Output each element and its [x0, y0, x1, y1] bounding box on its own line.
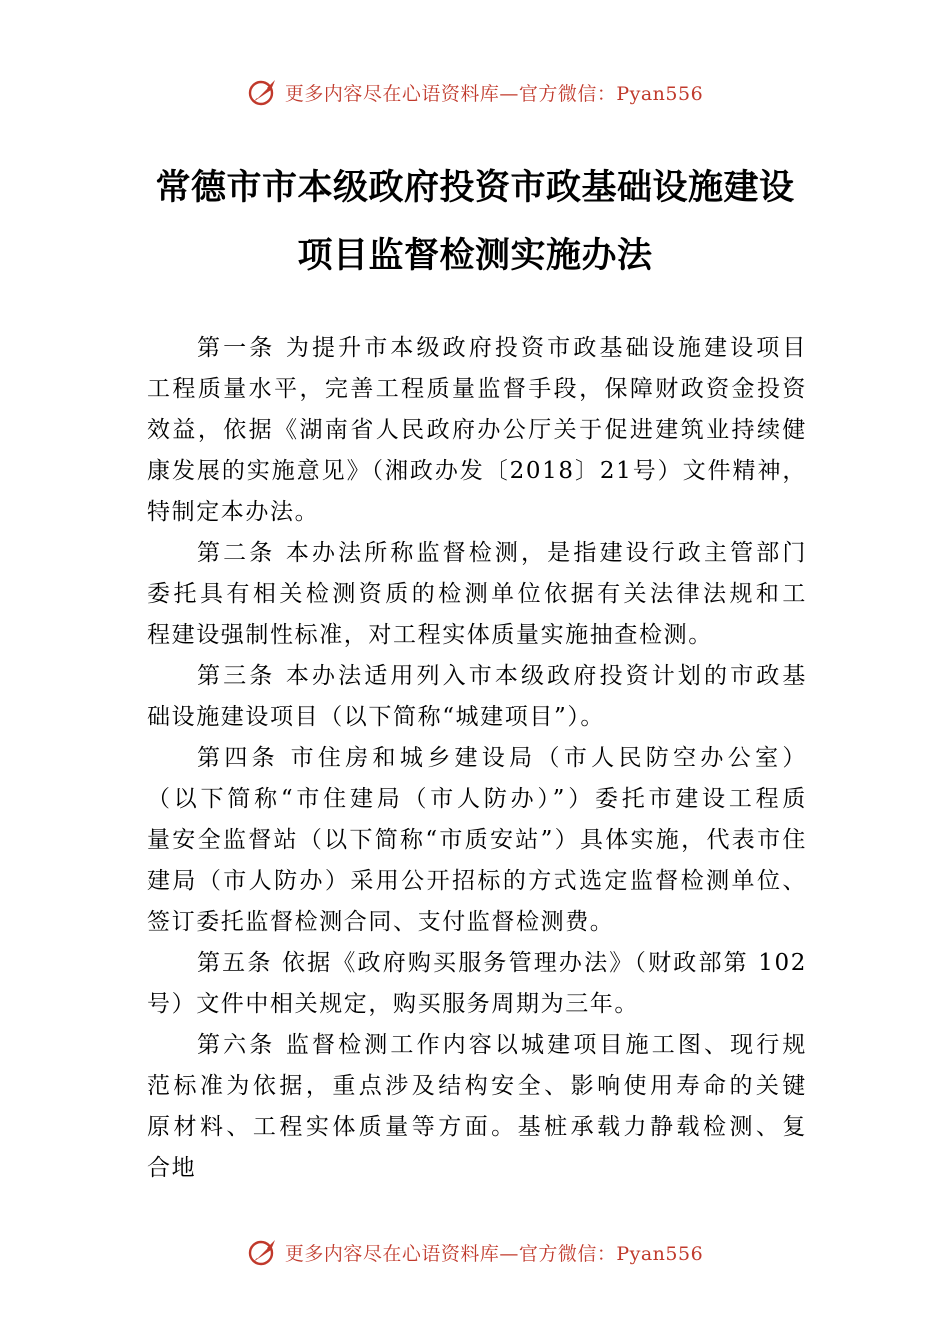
body-line: 特制定本办法。 [147, 499, 320, 525]
watermark-text: 更多内容尽在心语资料库—官方微信：Pyan556 [284, 82, 704, 105]
body-line: 效益，依据《湖南省人民政府办公厅关于促进建筑业持续健 [147, 417, 807, 443]
body-line: 委托具有相关检测资质的检测单位依据有关法律法规和工 [147, 581, 807, 607]
watermark-text: 更多内容尽在心语资料库—官方微信：Pyan556 [284, 1242, 704, 1265]
watermark-header [0, 72, 950, 112]
body-line: 程建设强制性标准，对工程实体质量实施抽查检测。 [147, 622, 713, 648]
body-line: 础设施建设项目（以下简称“城建项目”）。 [147, 704, 606, 730]
body-line: 第六条 监督检测工作内容以城建项目施工图、现行规 [197, 1032, 807, 1058]
body-line: （以下简称“市住建局（市人防办）”）委托市建设工程质 [147, 786, 807, 812]
body-line: 第三条 本办法适用列入市本级政府投资计划的市政基 [197, 663, 807, 689]
body-line: 签订委托监督检测合同、支付监督检测费。 [147, 909, 615, 935]
body-line: 第一条 为提升市本级政府投资市政基础设施建设项目 [197, 335, 807, 361]
body-line: 第四条 市住房和城乡建设局（市人民防空办公室） [197, 745, 807, 771]
body-line: 范标准为依据，重点涉及结构安全、影响使用寿命的关键 [147, 1073, 807, 1099]
quill-logo-icon [247, 1236, 279, 1268]
body-line: 原材料、工程实体质量等方面。基桩承载力静载检测、复 [147, 1114, 807, 1140]
quill-logo-icon [247, 76, 279, 108]
body-line: 号）文件中相关规定，购买服务周期为三年。 [147, 991, 639, 1017]
body-line: 康发展的实施意见》（湘政办发〔2018〕21号）文件精神， [147, 458, 807, 484]
document-title-line-1: 常德市市本级政府投资市政基础设施建设 [155, 168, 795, 208]
body-line: 第五条 依据《政府购买服务管理办法》（财政部第 102 [197, 950, 807, 976]
body-line: 工程质量水平，完善工程质量监督手段，保障财政资金投资 [147, 376, 807, 402]
document-body [147, 328, 807, 1189]
body-line: 建局（市人防办）采用公开招标的方式选定监督检测单位、 [147, 868, 807, 894]
watermark-footer [0, 1232, 950, 1272]
document-title-line-2: 项目监督检测实施办法 [297, 236, 653, 276]
body-line: 合地 [147, 1155, 197, 1181]
body-line: 第二条 本办法所称监督检测，是指建设行政主管部门 [197, 540, 807, 566]
body-line: 量安全监督站（以下简称“市质安站”）具体实施，代表市住 [147, 827, 807, 853]
